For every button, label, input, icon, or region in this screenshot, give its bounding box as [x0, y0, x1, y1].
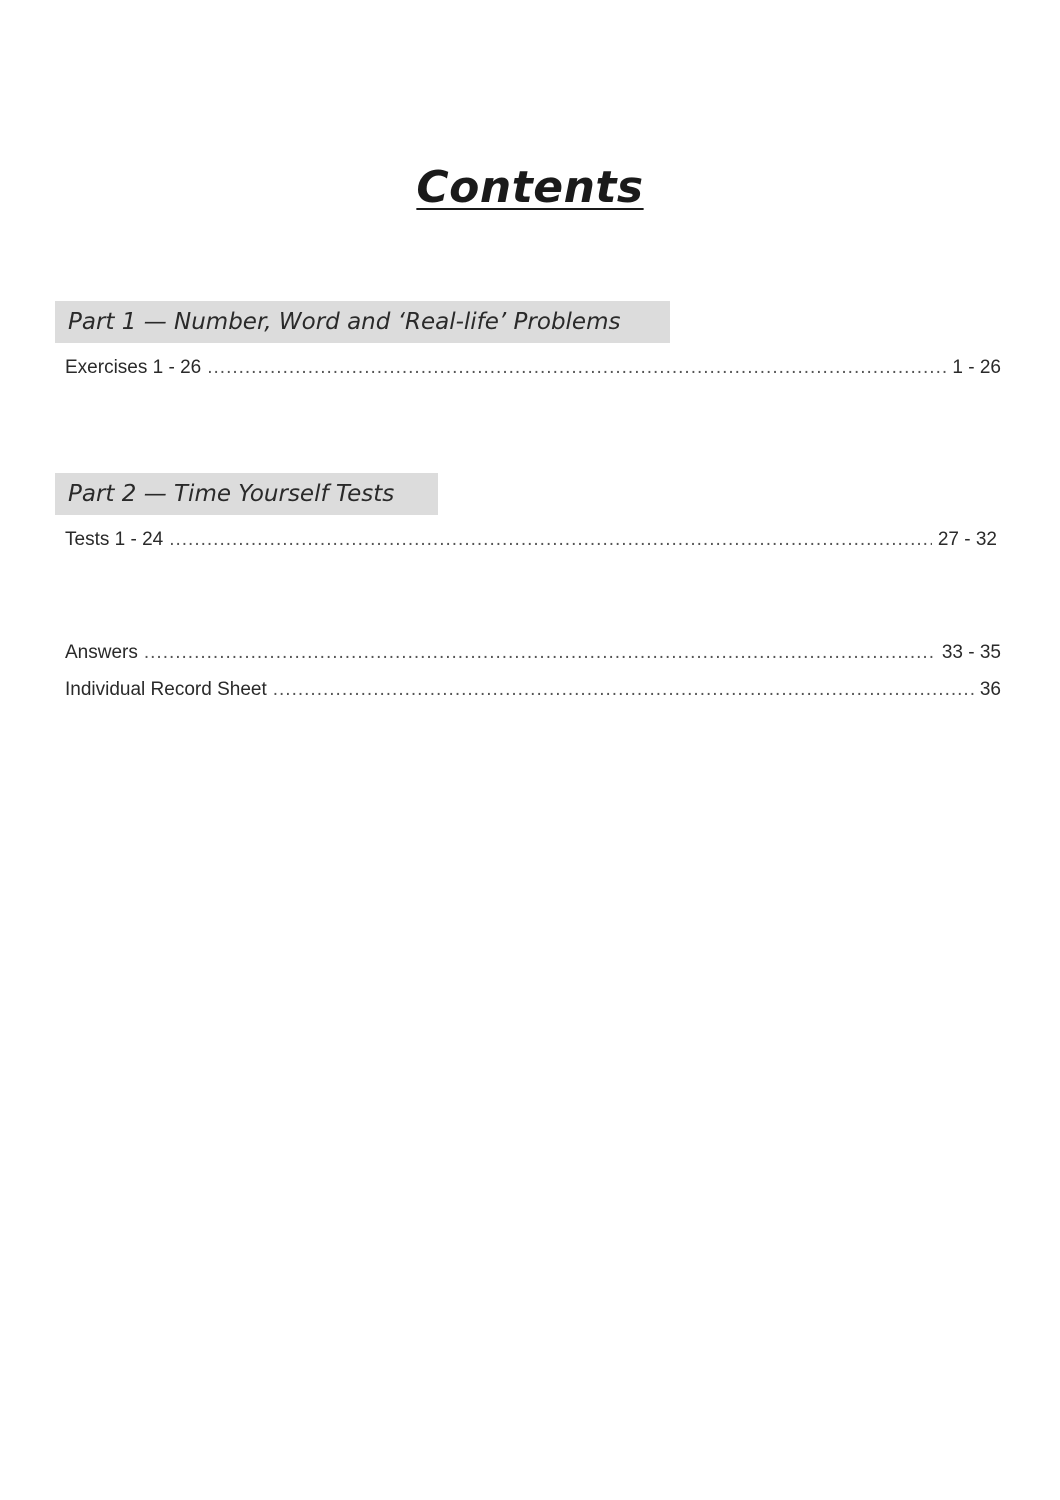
toc-entry-label: Exercises 1 - 26	[65, 357, 202, 378]
dot-leader	[169, 527, 932, 553]
toc-entry-pages: 1 - 26	[952, 357, 1001, 378]
dot-leader	[144, 640, 936, 666]
toc-entry-answers[interactable]	[65, 640, 1001, 666]
dot-leader	[273, 677, 974, 703]
section-heading-part-2: Part 2 — Time Yourself Tests	[55, 473, 438, 515]
toc-entry-pages: 33 - 35	[941, 642, 1001, 663]
dot-leader	[207, 355, 946, 381]
toc-entry-pages: 27 - 32	[937, 529, 997, 550]
toc-entry-pages: 36	[979, 679, 1001, 700]
toc-entry-label: Individual Record Sheet	[65, 679, 267, 700]
toc-entry-exercises[interactable]	[65, 355, 1001, 381]
toc-entry-record-sheet[interactable]	[65, 677, 1001, 703]
toc-entry-label: Answers	[65, 642, 138, 663]
toc-entry-tests[interactable]	[65, 527, 997, 553]
section-heading-part-1: Part 1 — Number, Word and ‘Real-life’ Problems	[55, 301, 670, 343]
page-title	[0, 158, 1060, 218]
page-title-text: Contents	[416, 162, 644, 213]
toc-entry-label: Tests 1 - 24	[65, 529, 164, 550]
